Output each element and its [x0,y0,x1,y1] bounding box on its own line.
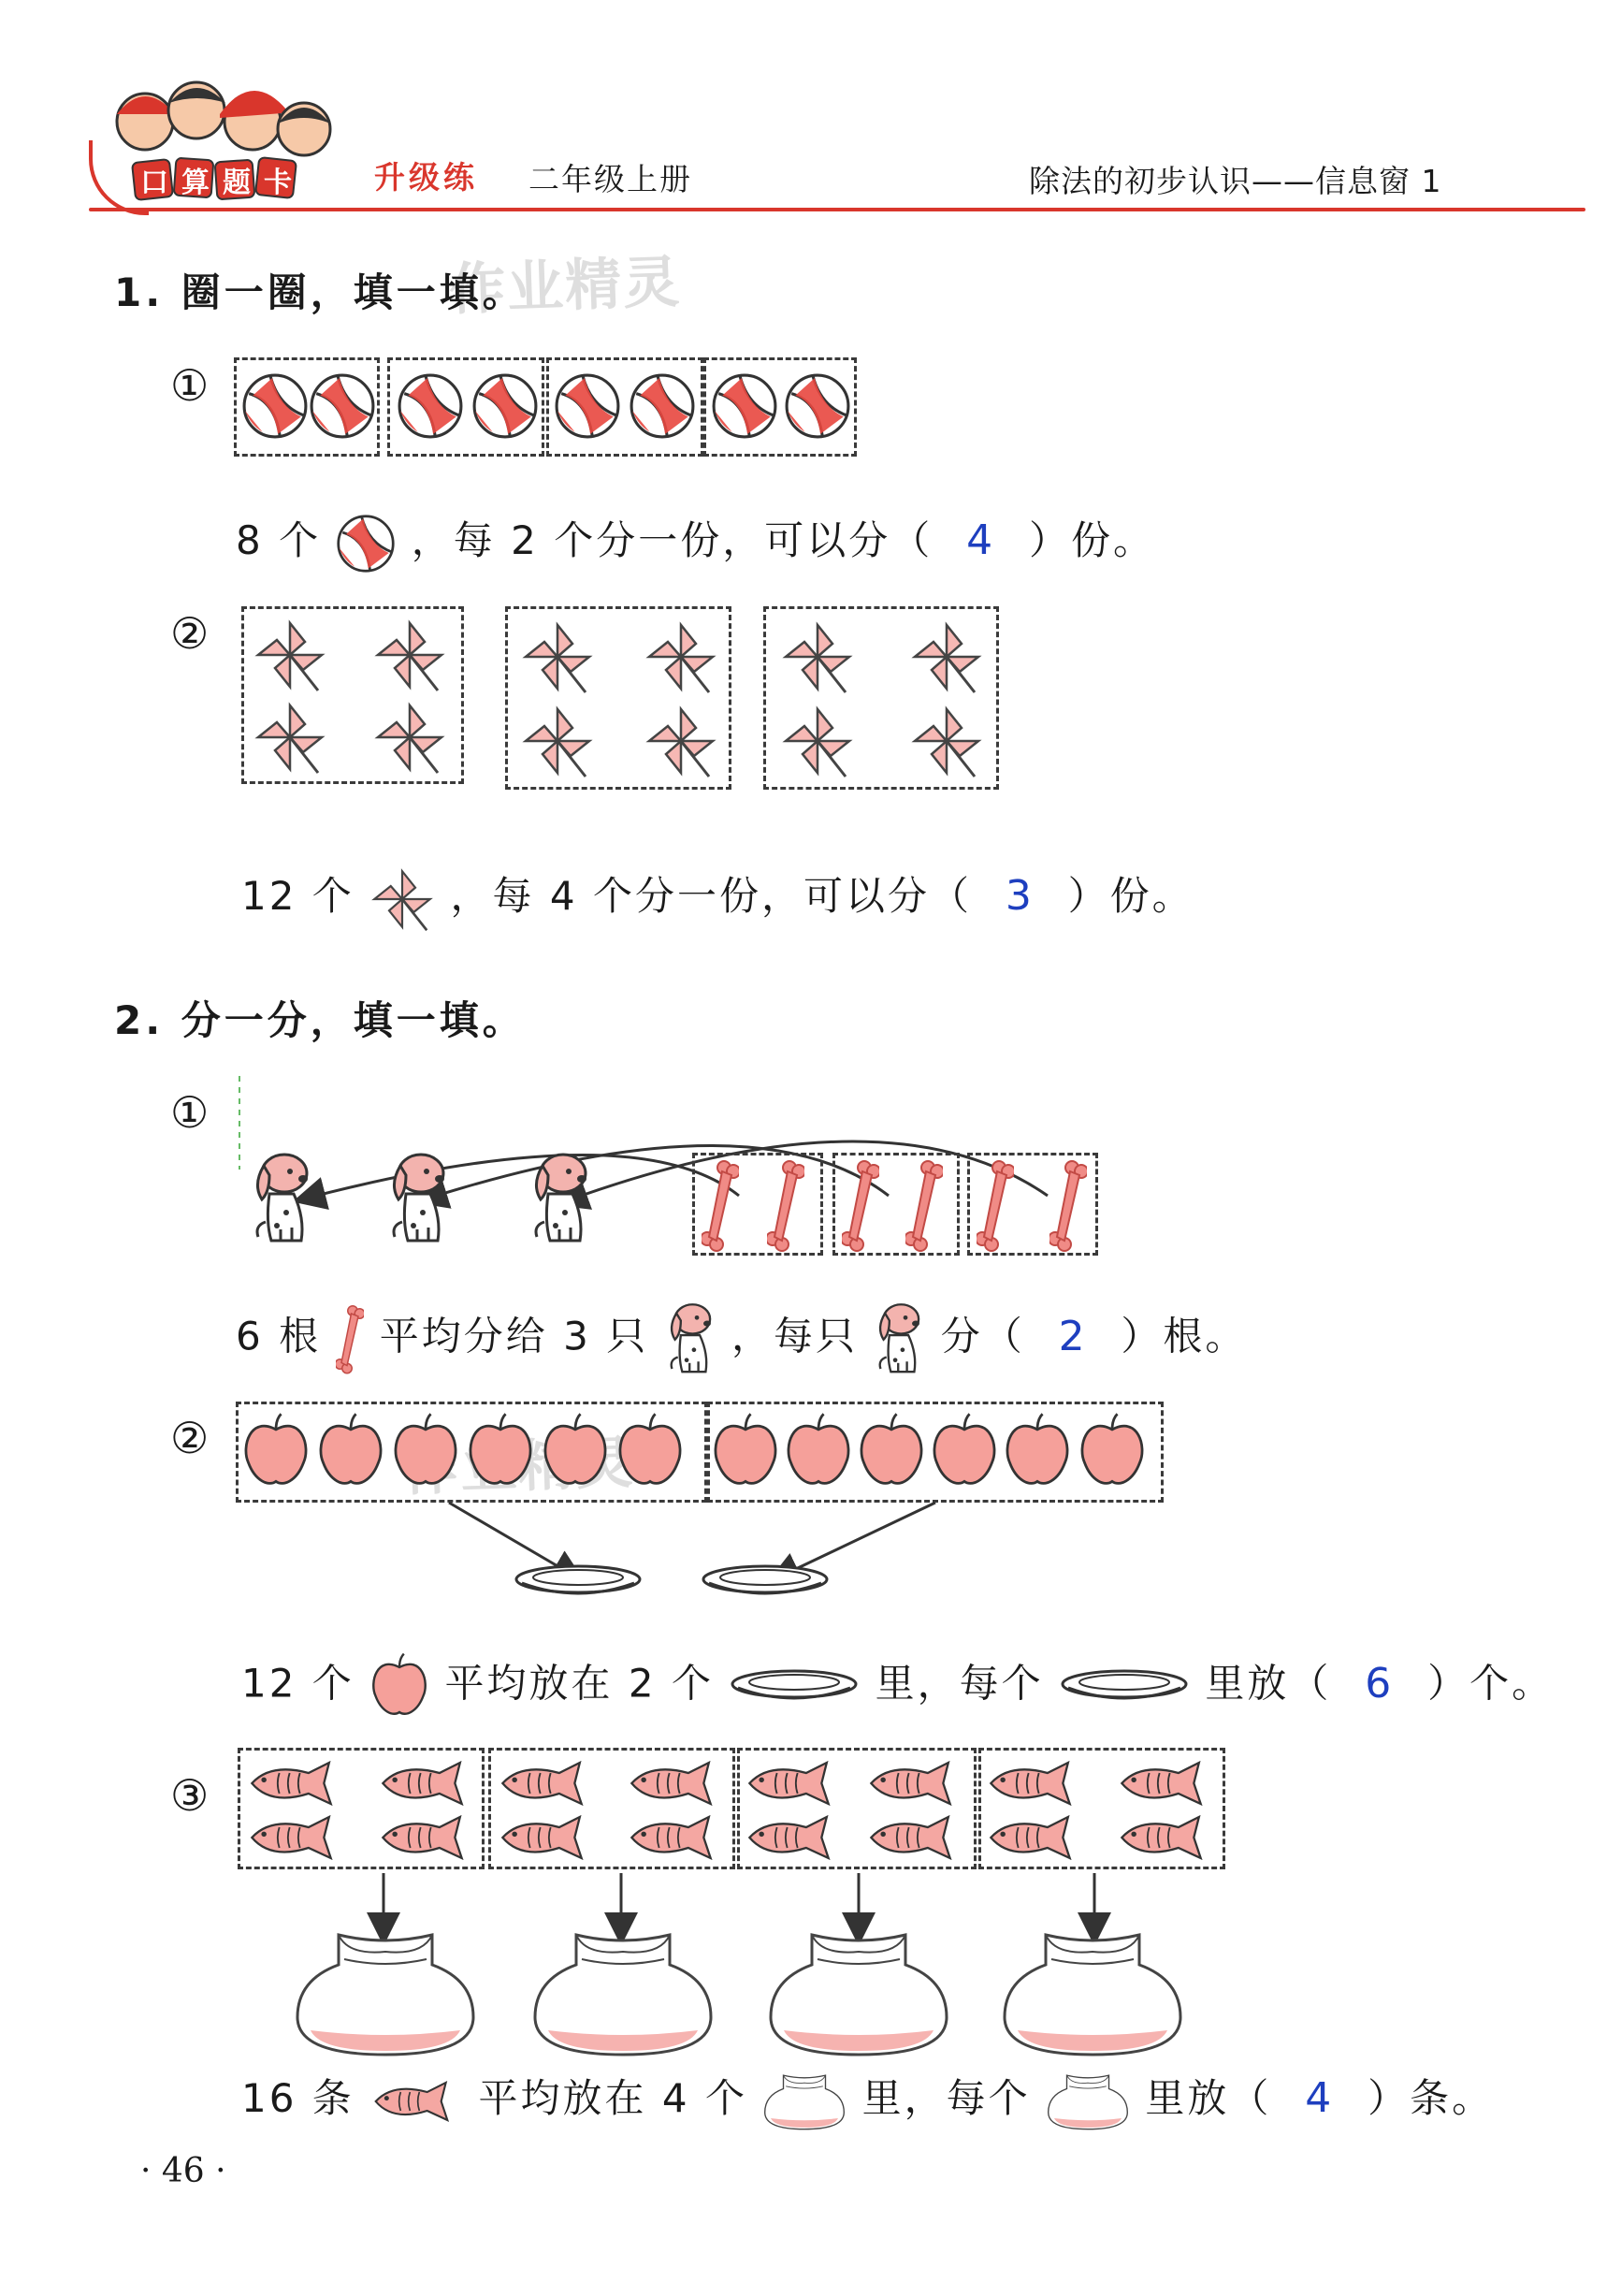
fish-icon [496,1811,599,1864]
answer-field[interactable]: 3 [1005,872,1035,920]
sentence-text: 6 根 [236,1313,322,1359]
header-grade: 二年级上册 [528,161,692,197]
sentence-text: 里放（ [1145,2075,1272,2121]
q1-part2-sentence [241,865,1194,932]
sentence-text: ）条。 [1368,2075,1495,2121]
apple-icon [316,1411,385,1491]
q2-part2-number: ② [170,1413,210,1463]
fish-icon [1115,1811,1218,1864]
sentence-text: 8 个 [236,517,322,563]
fish-icon [1115,1757,1218,1809]
sentence-text: 分（ [940,1313,1025,1359]
pinwheel-icon [369,866,435,932]
puppy-icon [524,1147,597,1250]
pinwheel-icon [780,619,855,694]
q2-title: 2. 分一分，填一填。 [114,997,526,1043]
pinwheel-icon [253,700,327,775]
apple-icon [466,1411,535,1491]
bone-icon [767,1158,804,1252]
ball-icon [784,372,851,440]
apple-icon [369,1652,429,1720]
puppy-icon [245,1147,318,1250]
fishbowl-icon [1046,2071,1130,2131]
ball-icon [711,372,778,440]
sentence-text: 12 个 [241,1660,355,1707]
apple-icon [541,1411,610,1491]
q2-part3-number: ③ [170,1770,210,1821]
ball-icon [241,372,309,440]
fishbowl-icon [999,1927,1186,2058]
fish-icon [496,1757,599,1809]
sentence-text: 平均放在 2 个 [444,1660,714,1707]
sentence-text: 平均放在 4 个 [478,2075,747,2121]
answer-field[interactable]: 4 [966,516,996,564]
answer-field[interactable]: 4 [1305,2074,1335,2122]
ball-icon [471,372,539,440]
sentence-text: ）根。 [1121,1313,1248,1359]
fish-icon [245,1757,348,1809]
sentence-text: 12 个 [241,873,355,919]
sentence-text: 16 条 [241,2075,355,2121]
q2-part3-sentence [241,2068,1494,2131]
q1-part2-number: ② [170,608,210,659]
bone-icon [977,1158,1014,1252]
fishbowl-icon [292,1927,479,2058]
header-brand: 升级练 [374,159,478,196]
pinwheel-icon [520,619,595,694]
plate-icon [513,1562,644,1600]
puppy-icon [382,1147,455,1250]
apple-icon [784,1411,853,1491]
sentence-text: ）个。 [1427,1660,1555,1707]
header-unit: 除法的初步认识——信息窗 1 [1029,163,1442,199]
pinwheel-icon [372,618,447,692]
pinwheel-icon [780,704,855,778]
fishbowl-icon [765,1927,952,2058]
q1-title: 1. 圈一圈，填一填。 [114,269,526,315]
ball-icon [309,372,376,440]
sentence-text: ，每 4 个分一份，可以分（ [450,873,972,919]
ball-icon [336,514,396,574]
puppy-icon [664,1299,716,1379]
q1-part1-number: ① [170,360,210,411]
q1-part1-sentence [236,510,1155,574]
sentence-text: 里，每个 [861,2075,1031,2121]
sentence-text: ）份。 [1067,873,1194,919]
fish-icon [984,1757,1087,1809]
fish-icon [625,1757,728,1809]
fish-icon [864,1811,967,1864]
puppy-icon [873,1299,925,1379]
apple-icon [711,1411,780,1491]
fish-icon [743,1811,846,1864]
pinwheel-icon [372,700,447,775]
q2-part2-sentence [241,1652,1554,1720]
fish-icon [376,1757,479,1809]
fish-icon [984,1811,1087,1864]
sentence-text: 平均分给 3 只 [379,1313,649,1359]
ball-icon [554,372,621,440]
answer-field[interactable]: 6 [1365,1659,1395,1707]
apple-icon [615,1411,685,1491]
fishbowl-icon [762,2071,847,2131]
watermark: 作业精灵 [448,249,683,324]
fish-icon [743,1757,846,1809]
plate-icon [729,1667,860,1705]
fish-icon [625,1811,728,1864]
ball-icon [629,372,696,440]
fish-icon [376,1811,479,1864]
bone-icon [1049,1158,1087,1252]
plate-icon [700,1562,831,1600]
answer-field[interactable]: 2 [1058,1312,1088,1360]
bone-icon [702,1158,739,1252]
pinwheel-icon [520,704,595,778]
apple-icon [241,1411,311,1491]
fishbowl-icon [529,1927,716,2058]
sentence-text: 里放（ [1205,1660,1332,1707]
ball-icon [397,372,464,440]
apple-icon [391,1411,460,1491]
pinwheel-icon [253,618,327,692]
bone-icon [842,1158,879,1252]
pinwheel-icon [644,619,718,694]
page-number: · 46 · [140,2152,226,2190]
fish-icon [864,1757,967,1809]
apple-icon [1003,1411,1072,1491]
pinwheel-icon [909,704,984,778]
pinwheel-icon [909,619,984,694]
bone-icon [336,1301,364,1376]
apple-icon [857,1411,926,1491]
sentence-text: 里，每个 [875,1660,1044,1707]
sentence-text: ，每只 [731,1313,858,1359]
q2-part1-sentence [236,1299,1247,1379]
bone-icon [905,1158,943,1252]
apple-icon [1078,1411,1147,1491]
apple-icon [930,1411,999,1491]
plate-icon [1059,1667,1190,1705]
q2-part1-number: ① [170,1087,210,1138]
header-rule [89,208,1585,211]
header-logo-text: 口算题卡 [140,167,305,199]
pinwheel-icon [644,704,718,778]
sentence-text: ，每 2 个分一份，可以分（ [411,517,934,563]
fish-icon [245,1811,348,1864]
fish-icon [369,2078,463,2125]
sentence-text: ）份。 [1028,517,1155,563]
